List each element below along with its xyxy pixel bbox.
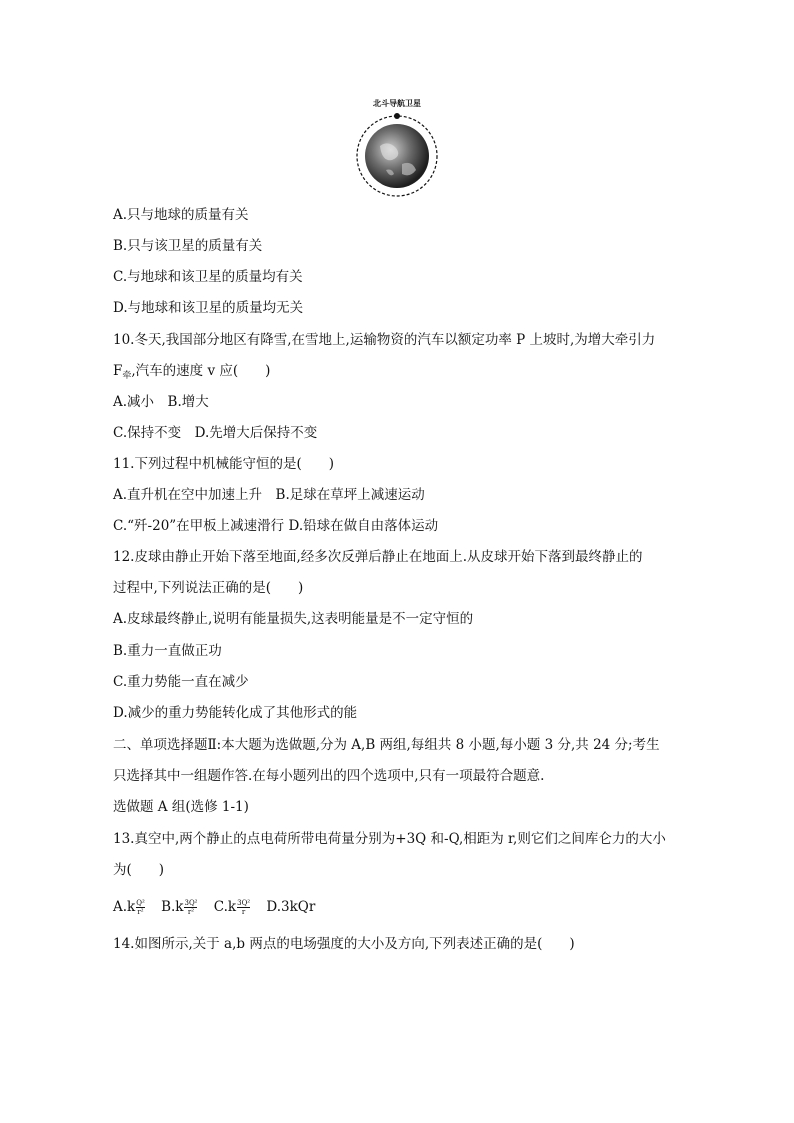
q10-stem-line2: [113, 362, 270, 385]
q13-option-a-prefix: A.k: [113, 899, 136, 915]
q14-stem: 14.如图所示,关于 a,b 两点的电场强度的大小及方向,下列表述正确的是( ): [113, 936, 575, 952]
q10-force-subscript: 牵: [122, 371, 132, 381]
q13-options: [113, 898, 315, 916]
satellite-dot: [394, 113, 400, 119]
q13-option-a-fraction: [136, 899, 145, 916]
q9-option-a: A.只与地球的质量有关: [113, 207, 249, 223]
q10-options-cd: C.保持不变 D.先增大后保持不变: [113, 425, 318, 441]
q13-option-c-fraction: [237, 899, 250, 916]
satellite-figure: [352, 98, 442, 202]
q13-option-d: D.3kQr: [266, 899, 316, 915]
q13-stem-line2: 为( ): [113, 862, 165, 878]
q13-option-b-den: r²: [184, 907, 197, 916]
q12-option-c: C.重力势能一直在减少: [113, 674, 249, 690]
q10-options-ab: A.减小 B.增大: [113, 394, 209, 410]
q13-option-c-den: r: [237, 907, 250, 916]
q13-option-a-den: r²: [137, 908, 144, 916]
q13-option-b-fraction: [184, 899, 197, 916]
q10-force-symbol: F: [113, 363, 123, 379]
q11-options-cd: C.“歼-20”在甲板上减速滑行 D.铅球在做自由落体运动: [113, 518, 439, 534]
q12-option-d: D.减少的重力势能转化成了其他形式的能: [113, 705, 358, 721]
section2-group-label: 选做题 A 组(选修 1-1): [113, 799, 249, 815]
q9-option-c: C.与地球和该卫星的质量均有关: [113, 269, 303, 285]
q12-option-a: A.皮球最终静止,说明有能量损失,这表明能量是不一定守恒的: [113, 611, 474, 627]
q13-option-a-num: Q²: [136, 899, 145, 907]
q10-stem-tail: ,汽车的速度 v 应( ): [131, 363, 271, 379]
earth-orbit-diagram: [352, 110, 442, 200]
q13-option-b-prefix: B.k: [161, 899, 184, 915]
q12-stem-line2: 过程中,下列说法正确的是( ): [113, 580, 304, 596]
q13-option-a: [113, 899, 145, 915]
section2-heading-line1: 二、单项选择题Ⅱ:本大题为选做题,分为 A,B 两组,每组共 8 小题,每小题 3 分,共 24 分;考生: [113, 737, 660, 753]
q10-stem-line1: 10.冬天,我国部分地区有降雪,在雪地上,运输物资的汽车以额定功率 P 上坡时,为增大牵引力: [113, 332, 656, 348]
figure-label: 北斗导航卫星: [373, 99, 421, 108]
q13-option-c-num: 3Q²: [237, 899, 251, 907]
q11-stem: 11.下列过程中机械能守恒的是( ): [113, 456, 335, 472]
q13-option-c-prefix: C.k: [213, 899, 237, 915]
q12-stem-line1: 12.皮球由静止开始下落至地面,经多次反弹后静止在地面上.从皮球开始下落到最终静止的: [113, 549, 643, 565]
q11-options-ab: A.直升机在空中加速上升 B.足球在草坪上减速运动: [113, 487, 425, 503]
q13-option-c: [214, 899, 250, 915]
q13-option-b-num: 3Q²: [184, 899, 198, 907]
q9-option-b: B.只与该卫星的质量有关: [113, 238, 263, 254]
q9-option-d: D.与地球和该卫星的质量均无关: [113, 300, 304, 316]
section2-heading-line2: 只选择其中一组题作答.在每小题列出的四个选项中,只有一项最符合题意.: [113, 768, 545, 784]
q13-stem-line1: 13.真空中,两个静止的点电荷所带电荷量分别为+3Q 和-Q,相距为 r,则它们之间库仑力的大小: [113, 831, 666, 847]
q12-option-b: B.重力一直做正功: [113, 643, 222, 659]
q13-option-b: [161, 899, 197, 915]
